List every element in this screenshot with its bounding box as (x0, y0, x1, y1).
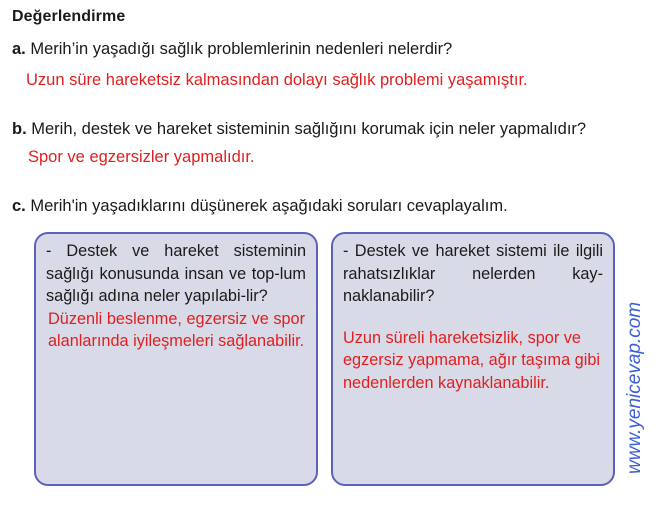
left-box-question: - Destek ve hareket sisteminin sağlığı konusunda insan ve top-lum sağlığı adına neler yapılabi-lir? (46, 242, 306, 305)
right-box-answer: Uzun süreli hareketsizlik, spor ve egzersiz yapmama, ağır taşıma gibi nedenlerden kaynaklanabilir. (343, 328, 600, 392)
question-b-letter: b. (12, 120, 27, 138)
watermark-text: www.yenicevap.com (624, 301, 645, 474)
answer-a: Uzun süre hareketsiz kalmasından dolayı sağlık problemi yaşamıştır. (26, 71, 528, 89)
section-title: Değerlendirme (12, 8, 126, 25)
left-box-answer: Düzenli beslenme, egzersiz ve spor alanlarında iyileşmeleri sağlanabilir. (48, 309, 306, 350)
question-c-text: Merih'in yaşadıklarını düşünerek aşağıdaki soruları cevaplayalım. (25, 197, 508, 215)
question-a (12, 40, 452, 59)
question-b (12, 120, 586, 139)
right-question-box (331, 232, 615, 486)
right-box-question: - Destek ve hareket sistemi ile ilgili rahatsızlıklar nelerden kay-naklanabilir? (343, 242, 603, 305)
question-c-letter: c. (12, 197, 26, 215)
question-a-text: Merih’in yaşadığı sağlık problemlerinin nedenleri nelerdir? (25, 40, 453, 58)
question-b-text: Merih, destek ve hareket sisteminin sağlığını korumak için neler yapmalıdır? (26, 120, 587, 138)
left-question-box (34, 232, 318, 486)
watermark (610, 248, 654, 478)
question-c (12, 197, 508, 216)
question-a-letter: a. (12, 40, 26, 58)
answer-b: Spor ve egzersizler yapmalıdır. (28, 148, 255, 166)
